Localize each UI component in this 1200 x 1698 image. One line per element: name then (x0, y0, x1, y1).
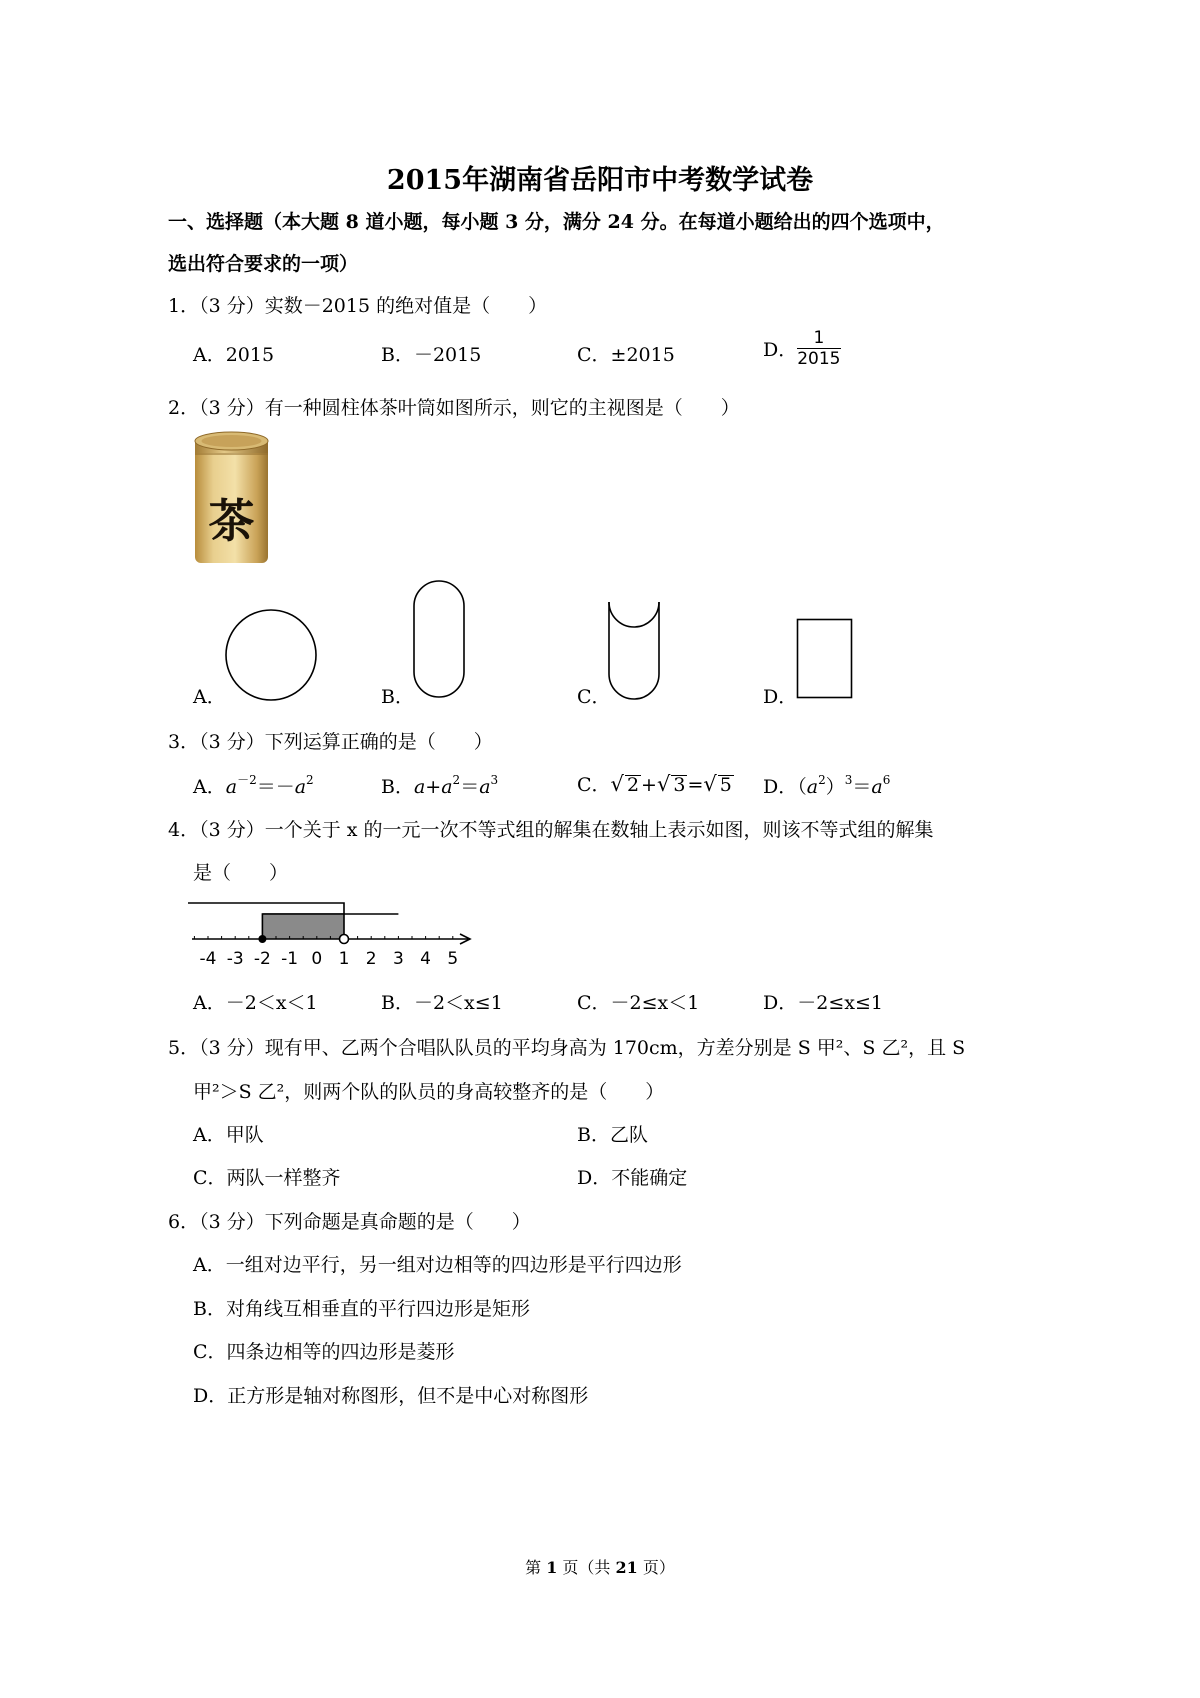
q4-option-c-label: C． (577, 992, 611, 1014)
q6-option-b: B．对角线互相垂直的平行四边形是矩形 (193, 1298, 530, 1320)
q5-stem-line2: 甲²＞S 乙²，则两个队的队员的身高较整齐的是（ ） (193, 1081, 665, 1103)
axis-tick-label: -4 (199, 949, 217, 968)
q3-option-d: D．$(a^2)^3=a^6$ (763, 773, 891, 798)
q2-figure-rounded-rect (411, 578, 467, 700)
footer-prefix: 第 (525, 1558, 542, 1577)
q4-option-b-label: B． (381, 992, 414, 1014)
q4-stem-line1: 4．（3 分）一个关于 x 的一元一次不等式组的解集在数轴上表示如图，则该不等式组的解集 (168, 819, 934, 841)
q4-option-a-label: A． (193, 992, 226, 1014)
q1-option-a: A．2015 (193, 344, 275, 366)
q2-option-a: A． (193, 686, 226, 708)
closed-point (258, 935, 266, 943)
q1-option-d-fraction (797, 328, 840, 369)
q4-option-a-text: －2＜x＜1 (225, 992, 318, 1014)
q2-stem: 2．（3 分）有一种圆柱体茶叶筒如图所示，则它的主视图是（ ） (168, 397, 740, 419)
axis-tick-label: -1 (281, 949, 299, 968)
q4-option-d (763, 988, 883, 1015)
footer-page-number: 1 (546, 1558, 558, 1577)
q4-option-b (381, 988, 503, 1015)
section-heading-line2: 选出符合要求的一项） (168, 253, 359, 275)
q2-option-d: D． (763, 686, 798, 708)
q5-option-d: D．不能确定 (577, 1167, 688, 1189)
number-line-figure (188, 896, 478, 968)
solution-region (262, 913, 344, 939)
q4-option-b-text: －2＜x≤1 (413, 992, 503, 1014)
axis-tick-label: -2 (253, 949, 271, 968)
q3-option-a: A．$a^{-2}=-a^2$ (193, 773, 314, 798)
q6-option-d: D．正方形是轴对称图形，但不是中心对称图形 (193, 1385, 589, 1407)
axis-tick-label: 0 (311, 949, 323, 968)
q4-stem-line2: 是（ ） (193, 862, 289, 884)
q3-option-b-label: B． (381, 776, 414, 798)
q1-option-b: B．－2015 (381, 344, 482, 366)
q5-option-b: B．乙队 (577, 1124, 648, 1146)
q3-option-c: C．√ 2 +√ 3 =√ 5 (577, 772, 732, 796)
q2-figure-rectangle (796, 618, 854, 700)
q1-option-d (763, 328, 841, 369)
q5-option-a: A．甲队 (193, 1124, 264, 1146)
footer-middle: 页（共 (562, 1558, 611, 1577)
q6-option-a: A．一组对边平行，另一组对边相等的四边形是平行四边形 (193, 1254, 682, 1276)
q2-option-b: B． (381, 686, 414, 708)
footer-suffix: 页） (642, 1558, 675, 1577)
axis-tick-label: 2 (365, 949, 377, 968)
q3-stem: 3．（3 分）下列运算正确的是（ ） (168, 731, 493, 753)
axis-tick-label: 4 (420, 949, 432, 968)
q2-figure-u-shape (606, 600, 662, 702)
q3-option-b: B．$a+a^2=a^3$ (381, 773, 499, 798)
page-footer (0, 1555, 1200, 1578)
q1-option-d-label: D． (763, 339, 798, 361)
axis-tick-label: 3 (392, 949, 404, 968)
q4-option-d-label: D． (763, 992, 798, 1014)
q2-option-c: C． (577, 686, 611, 708)
fraction-numerator: 1 (797, 328, 840, 349)
tea-character: 茶 (208, 494, 255, 548)
q6-stem: 6．（3 分）下列命题是真命题的是（ ） (168, 1211, 531, 1233)
q4-option-c (577, 988, 699, 1015)
q3-option-d-label: D． (763, 776, 798, 798)
fraction-denominator: 2015 (797, 349, 841, 369)
q3-option-a-label: A． (193, 776, 226, 798)
section-heading-line1: 一、选择题（本大题 8 道小题，每小题 3 分，满分 24 分。在每道小题给出的四个选项中， (168, 211, 945, 233)
q2-figure-circle (224, 608, 318, 702)
q5-option-c: C．两队一样整齐 (193, 1167, 341, 1189)
q4-option-a (193, 988, 318, 1015)
q5-stem-line1: 5．（3 分）现有甲、乙两个合唱队队员的平均身高为 170cm，方差分别是 S 甲²、S 乙²，且 S (168, 1037, 966, 1059)
page-title: 2015年湖南省岳阳市中考数学试卷 (386, 165, 814, 196)
tea-canister-image (192, 427, 271, 566)
open-point (340, 935, 349, 944)
q3-option-c-label: C． (577, 774, 611, 796)
axis-tick-label: 1 (338, 949, 350, 968)
axis-tick-label: 5 (447, 949, 459, 968)
footer-total-pages: 21 (615, 1558, 638, 1577)
q4-option-d-text: －2≤x≤1 (797, 992, 883, 1014)
q1-stem: 1．（3 分）实数－2015 的绝对值是（ ） (168, 295, 548, 317)
axis-tick-label: -3 (226, 949, 244, 968)
q6-option-c: C．四条边相等的四边形是菱形 (193, 1341, 455, 1363)
q4-option-c-text: －2≤x＜1 (610, 992, 700, 1014)
q1-option-c: C．±2015 (577, 344, 675, 366)
